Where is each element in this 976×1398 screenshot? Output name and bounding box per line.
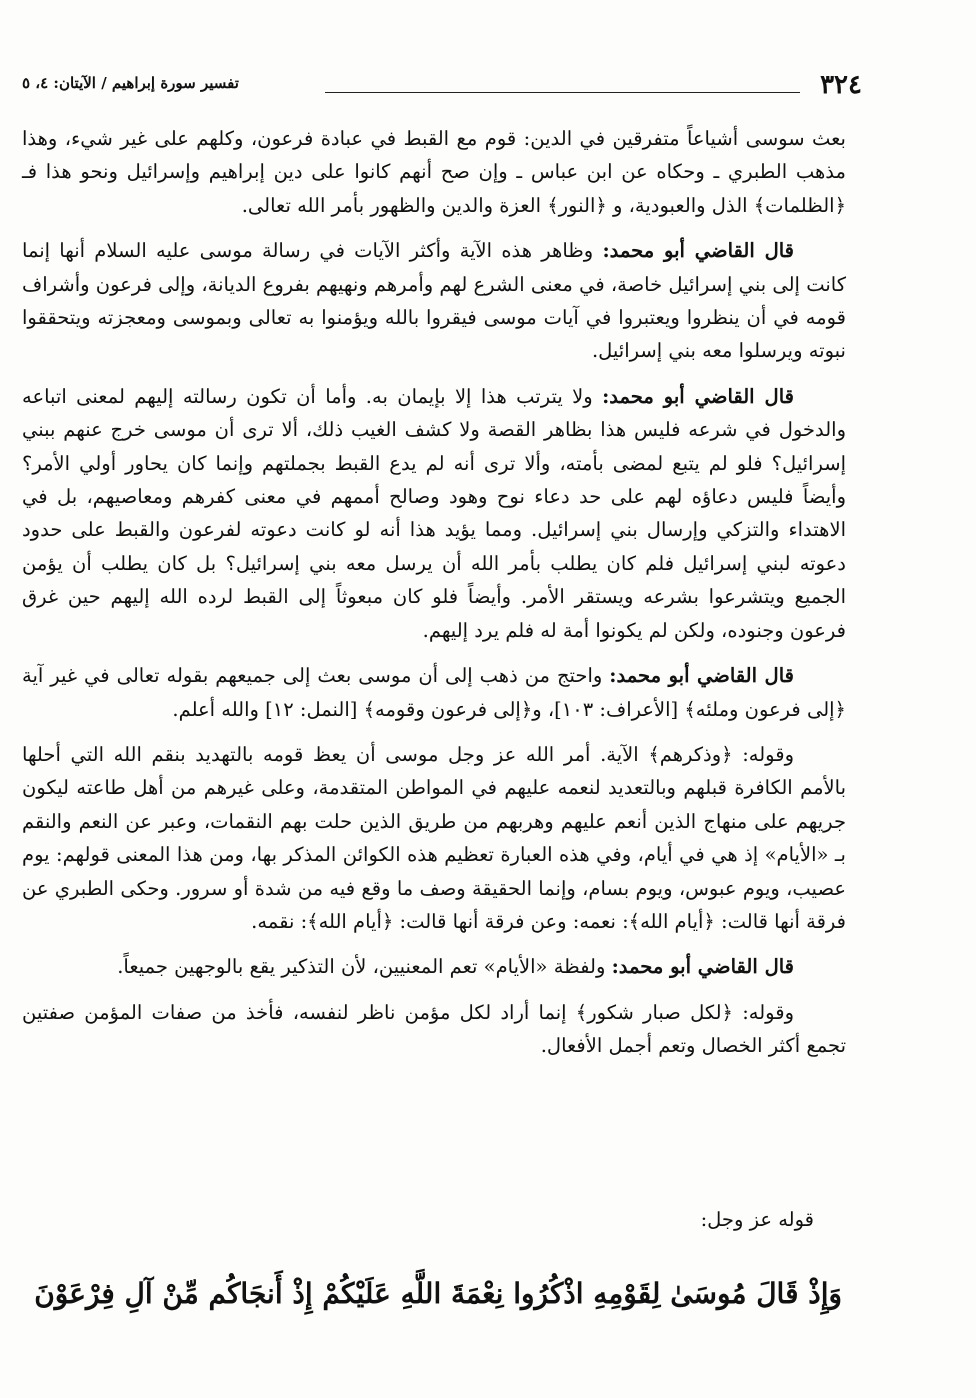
quran-verse: وَإِذْ قَالَ مُوسَىٰ لِقَوْمِهِ اذْكُرُوا نِعْمَةَ اللَّهِ عَلَيْكُمْ إِذْ أَنجَاكُم مِّنْ آلِ فِرْعَوْنَ — [34, 1277, 842, 1310]
header-rule — [325, 92, 800, 93]
paragraph-text: ولا يترتب هذا إلا بإيمان به. وأما أن تكون رسالته إليهم لمعنى اتباعه والدخول في شرعه فليس هذا بظاهر القصة ولا كشف الغيب ذلك، ألا ترى أن موسى خرج عنهم ببني إسرائيل؟ فلو لم يتبع لمضى بأمته، وألا ترى أنه لم يدع القبط بجملتهم وإنما كان يحاور أولي الأمر؟ وأيضاً فليس دعاؤه لهم على حد دعاء نوح وهود وصالح أممهم في معنى كفرهم ومعاصيهم، بل في الاهتداء والتزكي وإرسال بني إسرائيل. ومما يؤيد هذا أنه لو كانت دعوته لفرعون والقبط على حدود دعوته لبني إسرائيل فلم كان يطلب بأمر الله أن يرسل معه بني إسرائيل؟ بل كان يطلب أن يؤمن الجميع ويتشرعوا بشرعه ويستقر الأمر. وأيضاً فلو كان مبعوثاً إلى القبط لرده الله إليهم حين غرق فرعون وجنوده، ولكن لم يكونوا أمة له فلم يرد إليهم. — [22, 384, 846, 642]
paragraph — [22, 659, 846, 726]
paragraph-text: وظاهر هذه الآية وأكثر الآيات في رسالة موسى عليه السلام أنها إنما كانت إلى بني إسرائيل خاصة، في معنى الشرع لهم وأمرهم ونهيهم بفروع الديانة، وإلى فرعون وأشراف قومه في أن ينظروا ويعتبروا في آيات موسى فيقروا بالله ويؤمنوا به تعالى وبموسى ومعجزته ويتحققوا نبوته ويرسلوا معه بني إسرائيل. — [22, 239, 846, 363]
paragraph — [22, 996, 846, 1063]
paragraph-lead: قال القاضي أبو محمد: — [609, 664, 794, 688]
page-number: ٣٢٤ — [820, 70, 862, 100]
paragraph — [22, 380, 846, 647]
paragraph-text: وقوله: ﴿وذكرهم﴾ الآية. أمر الله عز وجل موسى أن يعظ قومه بالتهديد بنقم الله التي أحلها بالأمم الكافرة قبلهم وبالتعديد لنعمه عليهم في المواطن المتقدمة، وعلى غيرهم من أهل طاعته ليكون جريهم على منهاج الذين أنعم عليهم وهربهم من طريق الذين حلت بهم النقمات، وعبر عن النعم والنقم بـ «الأيام» إذ هي في أيام، وفي هذه العبارة تعظيم هذه الكوائن المذكر بها، ومن هذا المعنى قولهم: يوم عصيب، ويوم عبوس، ويوم بسام، وإنما الحقيقة وصف ما وقع فيه من شدة أو سرور. وحكى الطبري عن فرقة أنها قالت: ﴿أيام الله﴾: نعمه: وعن فرقة أنها قالت: ﴿أيام الله﴾: نقمه. — [22, 742, 846, 933]
running-title: تفسير سورة إبراهيم / الآيتان: ٤، ٥ — [22, 74, 239, 92]
paragraph-text: ولفظة «الأيام» تعم المعنيين، لأن التذكير يقع بالوجهين جميعاً. — [117, 955, 612, 979]
paragraph-text: واحتج من ذهب إلى أن موسى بعث إلى جميعهم بقوله تعالى في غير آية ﴿إلى فرعون وملئه﴾ [الأعراف: ١٠٣]، و﴿إلى فرعون وقومه﴾ [النمل: ١٢] والله أعلم. — [22, 664, 846, 721]
paragraph — [22, 950, 846, 983]
paragraph-lead: قال القاضي أبو محمد: — [602, 239, 794, 263]
paragraph-text: وقوله: ﴿لكل صبار شكور﴾ إنما أراد لكل مؤمن ناظر لنفسه، فأخذ من صفات المؤمن صفتين تجمع أكثر الخصال وتعم أجمل الأفعال. — [22, 1000, 846, 1058]
running-header — [22, 70, 862, 110]
paragraph — [22, 234, 846, 368]
verse-intro: قوله عز وجل: — [700, 1208, 814, 1231]
body-text — [22, 122, 846, 1075]
paragraph-text: بعث سوسى أشياعاً متفرقين في الدين: قوم مع القبط في عبادة فرعون، وكلهم على غير شيء، وهذا مذهب الطبري ـ وحكاه عن ابن عباس ـ وإن صح أنهم كانوا على دين إبراهيم وإسرائيل ونحو هذا فـ ﴿الظلمات﴾ الذل والعبودية، و ﴿النور﴾ العزة والدين والظهور بأمر الله تعالى. — [22, 127, 846, 217]
paragraph-lead: قال القاضي أبو محمد: — [611, 955, 794, 979]
paragraph — [22, 738, 846, 938]
paragraph — [22, 122, 846, 222]
paragraph-lead: قال القاضي أبو محمد: — [602, 384, 794, 408]
